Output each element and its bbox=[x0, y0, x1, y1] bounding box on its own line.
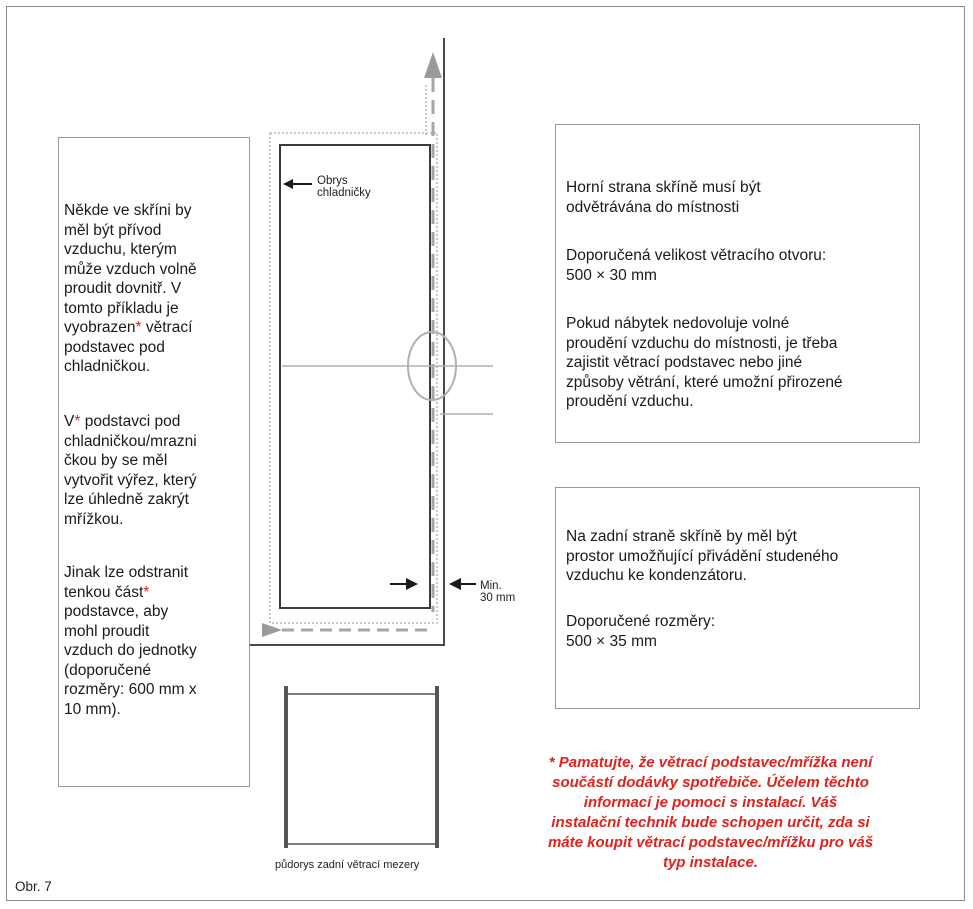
top-vent-paragraph-2: Doporučená velikost větracího otvoru: 500 × 30 mm bbox=[566, 247, 827, 284]
figure-label: Obr. 7 bbox=[15, 879, 52, 894]
fridge-outline-label: Obrys chladničky bbox=[317, 175, 371, 199]
vent-grille-note: * Pamatujte, že větrací podstavec/mřížka není součástí dodávky spotřebiče. Účelem těchto informací je pomoci s instalací. Váš instalační technik bude schopen určit, zda si máte koupit větrací podstavec/mřížku pro váš typ instalace. bbox=[547, 754, 874, 871]
rear-gap-paragraph-2: Doporučené rozměry: 500 × 35 mm bbox=[566, 613, 716, 650]
upflow-arrowhead-icon bbox=[424, 52, 442, 78]
inflow-arrowhead-icon bbox=[262, 623, 282, 637]
rear-gap-paragraph-1: Na zadní straně skříně by měl být prostor umožňující přivádění studeného vzduchu ke kondenzátoru. bbox=[566, 528, 839, 584]
inlet-info-paragraph-2: V* podstavci pod chladničkou/mrazni čkou by se měl vytvořit výřez, který lze úhledně zakrýt mřížkou. bbox=[64, 413, 197, 528]
top-vent-paragraph-1: Horní strana skříně musí být odvětrávána do místnosti bbox=[566, 179, 761, 216]
rear-gap-info-box bbox=[555, 487, 920, 709]
min-gap-label: Min. 30 mm bbox=[480, 580, 516, 604]
inlet-info-paragraph-1: Někde ve skříni by měl být přívod vzduchu, kterým může vzduch volně proudit dovnitř. V tomto příkladu je vyobrazen* větrací podstavec pod chladničkou. bbox=[64, 202, 197, 375]
fridge-outline bbox=[280, 145, 430, 608]
inlet-info-paragraph-3: Jinak lze odstranit tenkou část* podstavce, aby mohl proudit vzduch do jednotky (doporučené rozměry: 600 mm x 10 mm). bbox=[64, 564, 197, 718]
airflow-dotted-outline bbox=[270, 133, 437, 623]
plan-view-caption: půdorys zadní větrací mezery bbox=[275, 859, 420, 871]
top-vent-paragraph-3: Pokud nábytek nedovoluje volné proudění vzduchu do místnosti, je třeba zajistit větrací podstavec nebo jiné způsoby větrání, které umožní přirozené proudění vzduchu. bbox=[566, 315, 843, 410]
gap-arrow-right-head-icon bbox=[449, 578, 461, 590]
outline-pointer-arrowhead-icon bbox=[283, 179, 293, 189]
gap-arrow-left-head-icon bbox=[406, 578, 418, 590]
